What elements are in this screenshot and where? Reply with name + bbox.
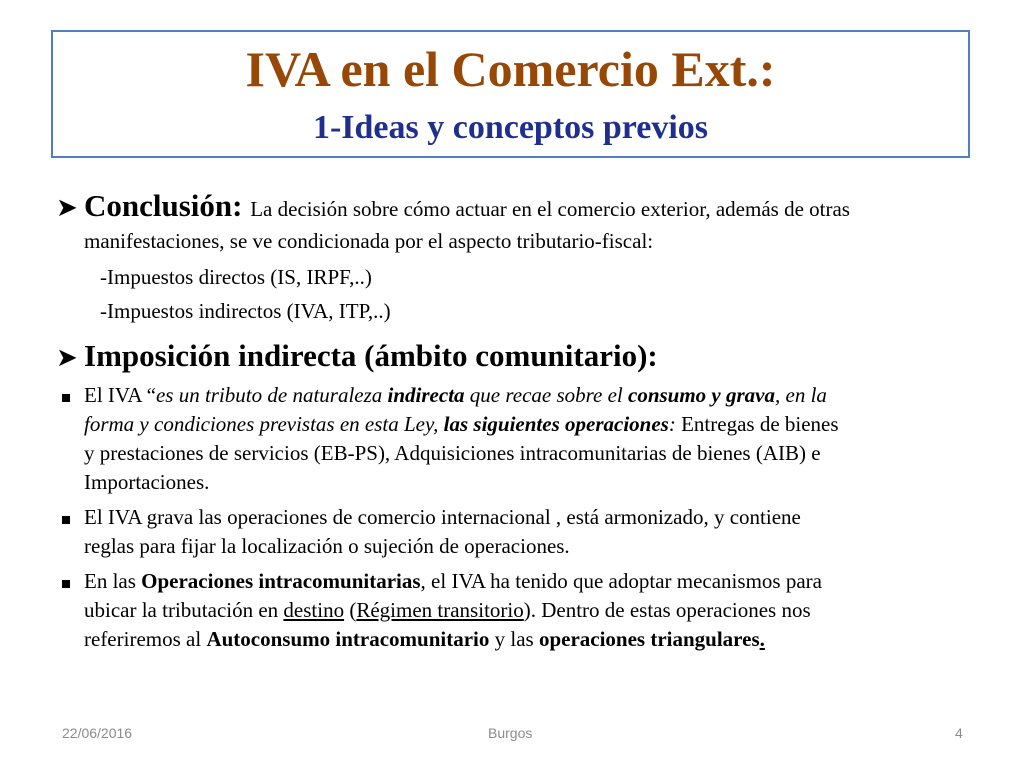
text: Autoconsumo intracomunitario [206, 627, 490, 651]
bullet3-line1 [84, 566, 822, 596]
bullet1-line4: Importaciones. [84, 470, 210, 494]
square-bullet-icon [62, 394, 70, 402]
bullet3-line2 [84, 595, 811, 625]
text: ubicar la tributación en [84, 598, 284, 622]
conclusion-label: Conclusión: [84, 188, 243, 223]
imposicion-heading-text: Imposición indirecta (ámbito comunitario): [84, 338, 658, 373]
footer-place: Burgos [488, 725, 533, 741]
text: y las [489, 627, 539, 651]
bullet1-line3: y prestaciones de servicios (EB-PS), Adquisiciones intracomunitarias de bienes (AIB) e [84, 441, 821, 465]
text: las siguientes operaciones [443, 412, 669, 436]
bullet2-line1: El IVA grava las operaciones de comercio internacional , está armonizado, y contiene [84, 505, 801, 529]
imposicion-heading [56, 338, 658, 376]
text: . [759, 627, 765, 651]
subtitle-number: 1- [312, 109, 342, 146]
text: En las [84, 569, 142, 593]
footer-date: 22/06/2016 [62, 725, 133, 741]
bullet1-line2 [84, 409, 839, 439]
bullet1-line1 [84, 380, 827, 410]
subtitle-text: Ideas y conceptos previos [341, 109, 709, 146]
conclusion-text-line1: La decisión sobre cómo actuar en el comercio exterior, además de otras [250, 197, 850, 221]
text: ). Dentro de estas operaciones nos [523, 598, 811, 622]
conclusion-text-line2: manifestaciones, se ve condicionada por el aspecto tributario-fiscal: [84, 229, 654, 253]
arrow-bullet-icon: ➤ [56, 343, 78, 373]
text: Operaciones intracomunitarias [141, 569, 421, 593]
conclusion-item-indirect: -Impuestos indirectos (IVA, ITP,..) [100, 299, 391, 323]
text: , en la [775, 383, 827, 407]
text: ( [344, 598, 357, 622]
slide-title: IVA en el Comercio Ext.: [245, 41, 776, 97]
text: consumo y grava [628, 383, 775, 407]
text: que recae sobre el [464, 383, 628, 407]
text: es un tributo de naturaleza [155, 383, 388, 407]
text: Entregas de bienes [675, 412, 839, 436]
text: Régimen transitorio [356, 598, 524, 622]
text: referiremos al [84, 627, 207, 651]
bullet2-line2: reglas para fijar la localización o sujeción de operaciones. [84, 534, 570, 558]
square-bullet-icon [62, 516, 70, 524]
text: operaciones triangulares [538, 627, 760, 651]
text: destino [283, 598, 345, 622]
title-box [51, 30, 970, 158]
text: indirecta [387, 383, 465, 407]
text: forma y condiciones previstas en esta Ley, [84, 412, 444, 436]
square-bullet-icon [62, 580, 70, 588]
text: : [668, 412, 676, 436]
conclusion-item-direct: -Impuestos directos (IS, IRPF,..) [100, 265, 372, 289]
text: El IVA “ [84, 383, 156, 407]
text: , el IVA ha tenido que adoptar mecanismos para [420, 569, 822, 593]
arrow-bullet-icon: ➤ [56, 193, 78, 223]
footer-page-number: 4 [955, 725, 963, 741]
conclusion-heading [56, 188, 850, 227]
bullet3-line3 [84, 624, 765, 654]
slide-subtitle [53, 106, 968, 150]
